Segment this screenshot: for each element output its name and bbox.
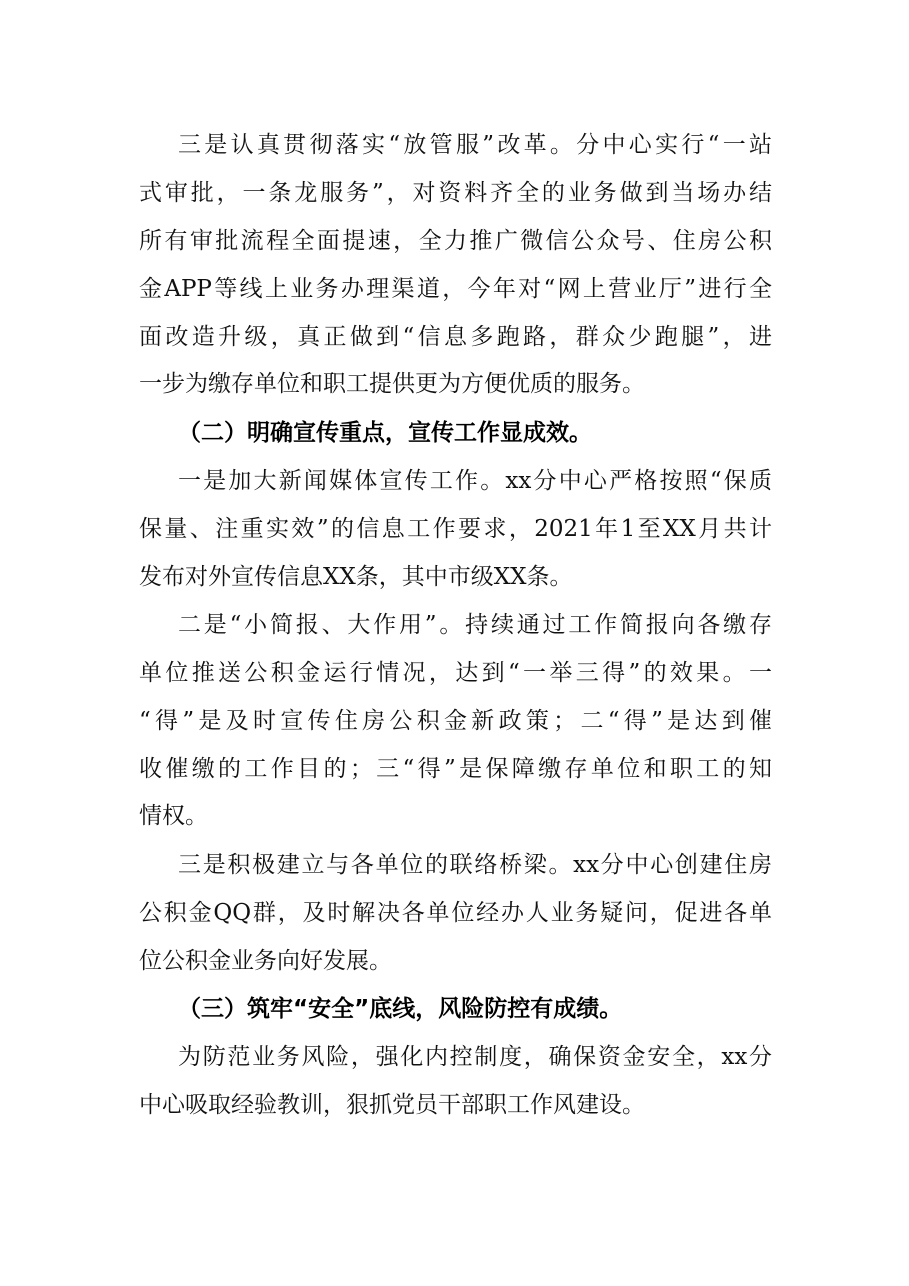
paragraph-3-line-2: 保量、注重实效”的信息工作要求，2021年1至XX月共计 — [139, 516, 772, 542]
paragraph-1-line-5: 面改造升级，真正做到“信息多跑路，群众少跑腿”，进 — [139, 324, 772, 350]
section-heading-2: （二）明确宣传重点，宣传工作显成效。 — [178, 420, 592, 446]
paragraph-5-line-3: 位公积金业务向好发展。 — [139, 948, 392, 974]
paragraph-1-line-6: 一步为缴存单位和职工提供更为方便优质的服务。 — [139, 371, 645, 397]
paragraph-1-line-4: 金APP等线上业务办理渠道，今年对“网上营业厅”进行全 — [139, 276, 772, 302]
section-heading-3: （三）筑牢“安全”底线，风险防控有成绩。 — [178, 996, 623, 1022]
paragraph-1-line-3: 所有审批流程全面提速，全力推广微信公众号、住房公积 — [139, 228, 772, 254]
paragraph-5-line-1: 三是积极建立与各单位的联络桥梁。xx分中心创建住房 — [178, 852, 772, 878]
paragraph-5-line-2: 公积金QQ群，及时解决各单位经办人业务疑问，促进各单 — [139, 900, 772, 926]
paragraph-1-line-2: 式审批，一条龙服务”，对资料齐全的业务做到当场办结 — [139, 180, 772, 206]
paragraph-4-line-2: 单位推送公积金运行情况，达到“一举三得”的效果。一 — [139, 660, 772, 686]
paragraph-4-line-3: “得”是及时宣传住房公积金新政策；二“得”是达到催 — [139, 708, 772, 734]
paragraph-4-line-1: 二是“小简报、大作用”。持续通过工作简报向各缴存 — [178, 612, 772, 638]
paragraph-7-line-1: 为防范业务风险，强化内控制度，确保资金安全，xx分 — [178, 1044, 772, 1070]
paragraph-7-line-2: 中心吸取经验教训，狠抓党员干部职工作风建设。 — [139, 1092, 645, 1118]
paragraph-3-line-3: 发布对外宣传信息XX条，其中市级XX条。 — [139, 564, 573, 590]
paragraph-4-line-4: 收催缴的工作目的；三“得”是保障缴存单位和职工的知 — [139, 756, 772, 782]
paragraph-1-line-1: 三是认真贯彻落实“放管服”改革。分中心实行“一站 — [178, 132, 772, 158]
paragraph-4-line-5: 情权。 — [139, 803, 208, 829]
paragraph-3-line-1: 一是加大新闻媒体宣传工作。xx分中心严格按照“保质 — [178, 468, 772, 494]
